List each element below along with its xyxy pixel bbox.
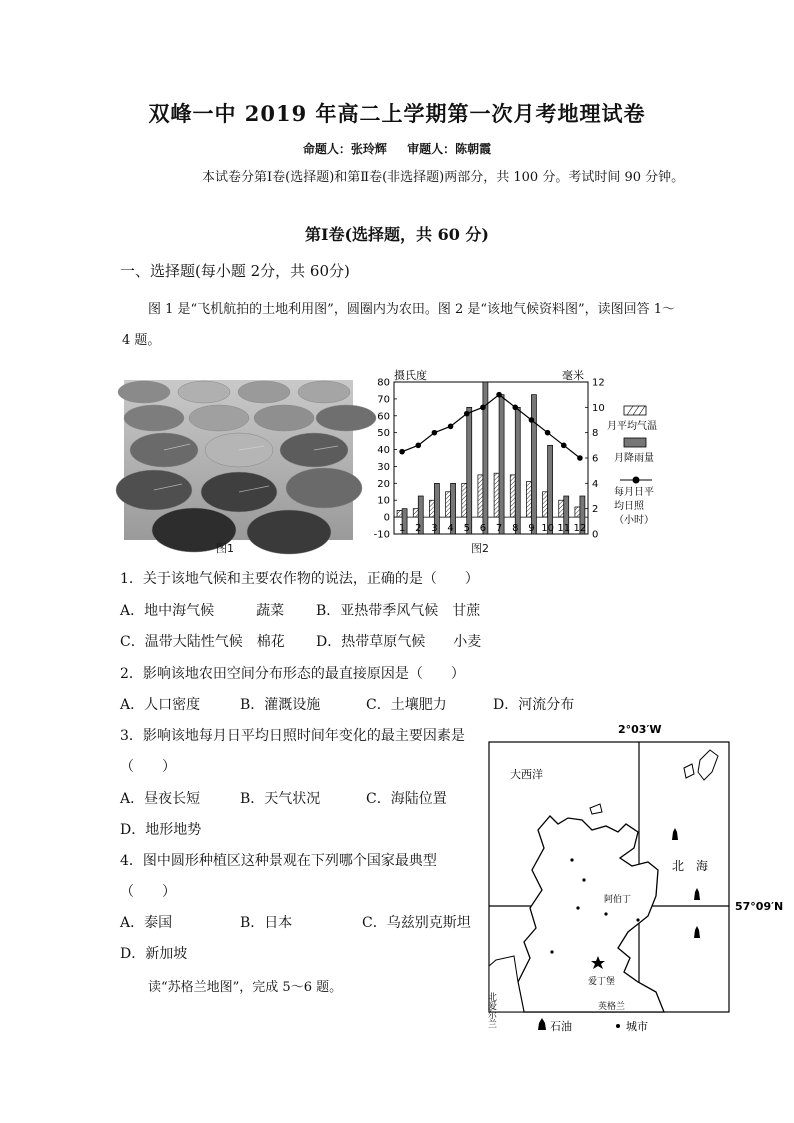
right-tick-label: 6 — [592, 453, 599, 465]
question-4-option-c: C．乌兹别克斯坦 — [362, 915, 471, 931]
legend-oil-label: 石油 — [550, 1020, 572, 1033]
sunshine-point — [399, 449, 405, 455]
author-reviewer: 审题人：陈朝霞 — [407, 142, 492, 156]
legend-sunshine-label-3: （小时） — [614, 515, 654, 526]
left-tick-label: -10 — [373, 529, 390, 541]
month-label: 1 — [398, 523, 406, 534]
left-tick-label: 40 — [377, 445, 390, 457]
legend-city-icon — [616, 1024, 620, 1028]
legend-sunshine-label-2: 均日照 — [614, 501, 644, 512]
sunshine-point — [545, 430, 551, 436]
temp-bar — [462, 483, 467, 517]
month-label: 9 — [528, 523, 535, 534]
author-setter: 命题人：张玲辉 — [302, 142, 387, 156]
part-title: 第Ⅰ卷(选择题，共 60 分) — [304, 225, 490, 244]
sunshine-point — [496, 392, 502, 398]
question-3-option-d: D．地形地势 — [120, 822, 202, 838]
month-label: 8 — [512, 523, 519, 534]
right-tick-label: 12 — [592, 377, 605, 389]
question-3-option-a: A．昼夜长短 — [120, 791, 201, 807]
sunshine-point — [512, 405, 518, 411]
month-label: 7 — [495, 523, 503, 534]
right-tick-label: 0 — [592, 529, 599, 541]
question-3-option-c: C．海陆位置 — [366, 791, 447, 807]
left-tick-label: 70 — [377, 394, 390, 406]
left-tick-label: 10 — [377, 495, 390, 507]
temp-bar — [559, 500, 564, 517]
question-4-option-d: D．新加坡 — [120, 946, 188, 962]
temp-bar — [429, 500, 434, 517]
left-tick-label: 20 — [377, 478, 390, 490]
temp-bar — [397, 510, 402, 517]
left-tick-label: 80 — [377, 377, 390, 389]
temp-bar — [575, 507, 580, 517]
temp-bar — [543, 492, 548, 517]
map-instructions: 读“苏格兰地图”，完成 5～6 题。 — [148, 980, 343, 995]
question-4-blank: （ ） — [120, 884, 176, 900]
legend-city-label: 城市 — [626, 1020, 648, 1033]
precip-bar — [499, 395, 504, 534]
legend-temp-label: 月平均气温 — [607, 421, 657, 432]
precip-bar — [515, 407, 520, 534]
month-label: 4 — [447, 523, 454, 534]
scotland-map — [488, 720, 788, 1040]
question-2-option-a: A．人口密度 — [120, 697, 201, 713]
right-tick-label: 2 — [592, 504, 599, 516]
climate-chart — [362, 362, 662, 557]
right-tick-label: 8 — [592, 428, 599, 440]
sunshine-point — [480, 405, 486, 411]
label-edinburgh: 爱丁堡 — [588, 977, 616, 987]
temp-bar — [526, 482, 531, 517]
question-3-blank: （ ） — [120, 759, 176, 775]
sunshine-point — [432, 430, 438, 436]
legend-sunshine-marker — [633, 477, 640, 484]
month-label: 3 — [431, 523, 438, 534]
sunshine-point — [464, 411, 470, 417]
label-aberdeen: 阿伯丁 — [604, 895, 632, 905]
temp-bar — [478, 475, 483, 517]
map-longitude-label: 2°03′W — [618, 723, 662, 736]
sunshine-point — [561, 443, 567, 449]
legend-precip-label: 月降雨量 — [614, 453, 654, 464]
month-label: 6 — [479, 523, 487, 534]
figure2-label: 图2 — [471, 542, 489, 555]
sunshine-point — [529, 417, 535, 423]
exam-intro: 本试卷分第Ⅰ卷(选择题)和第Ⅱ卷(非选择题)两部分，共 100 分。考试时间 90 分钟。 — [202, 170, 685, 185]
sunshine-point — [448, 424, 454, 430]
map-latitude-label: 57°09′N — [735, 900, 784, 913]
month-label: 10 — [541, 523, 554, 534]
question-4-stem: 4．图中圆形种植区这种景观在下列哪个国家最典型 — [120, 853, 437, 869]
label-atlantic: 大西洋 — [510, 768, 543, 781]
exam-authors — [0, 140, 794, 157]
section-heading: 一、选择题(每小题 2分，共 60分) — [120, 262, 350, 280]
sunshine-line — [402, 395, 580, 458]
label-northern-ireland: 北爱尔兰 — [486, 992, 496, 1028]
left-tick-label: 0 — [383, 512, 390, 524]
question-2-option-d: D．河流分布 — [493, 697, 575, 713]
question-1-stem: 1．关于该地气候和主要农作物的说法，正确的是（ ） — [120, 571, 479, 587]
left-tick-label: 30 — [377, 461, 390, 473]
month-label: 11 — [557, 523, 571, 534]
figure1-label: 图1 — [216, 542, 234, 555]
month-label: 12 — [573, 523, 587, 534]
precip-bar — [548, 445, 553, 534]
precip-bar — [467, 407, 472, 534]
question-1-option-d: D．热带草原气候 小麦 — [316, 634, 482, 650]
month-label: 5 — [463, 523, 470, 534]
question-2-stem: 2．影响该地农田空间分布形态的最直接原因是（ ） — [120, 666, 465, 682]
temp-bar — [446, 492, 451, 517]
left-tick-label: 50 — [377, 428, 390, 440]
question-1-option-b: B．亚热带季风气候 甘蔗 — [316, 603, 481, 619]
legend-sunshine-label-1: 每月日平 — [614, 487, 654, 498]
label-england: 英格兰 — [598, 1002, 626, 1012]
question-2-option-b: B．灌溉设施 — [240, 697, 321, 713]
label-north-sea: 北 海 — [672, 859, 709, 873]
legend-temp-swatch — [624, 406, 646, 415]
right-tick-label: 10 — [592, 402, 605, 414]
right-axis-label: 毫米 — [562, 369, 584, 382]
left-axis-label: 摄氏度 — [394, 369, 427, 382]
left-tick-label: 60 — [377, 411, 390, 423]
temp-bar — [510, 475, 515, 517]
right-tick-label: 4 — [592, 478, 599, 490]
question-1-option-c: C．温带大陆性气候 棉花 — [120, 634, 285, 650]
scotland-map-svg — [488, 720, 788, 1040]
figure-instructions: 图 1 是“飞机航拍的土地利用图”，圆圈内为农田。图 2 是“该地气候资料图”，读图回答 1～4 题。 — [122, 302, 676, 348]
question-4-option-b: B．日本 — [240, 915, 293, 931]
sunshine-point — [577, 455, 583, 461]
aerial-photo-figure — [124, 380, 353, 540]
question-4-option-a: A．泰国 — [120, 915, 173, 931]
temp-bar — [413, 509, 418, 517]
sunshine-point — [415, 443, 421, 449]
question-3-stem: 3．影响该地每月日平均日照时间年变化的最主要因素是 — [120, 728, 465, 744]
question-1-option-a: A．地中海气候 蔬菜 — [120, 603, 285, 619]
question-3-option-b: B．天气状况 — [240, 791, 321, 807]
exam-title: 双峰一中 2019 年高二上学期第一次月考地理试卷 — [148, 101, 646, 126]
legend-oil-icon — [538, 1018, 546, 1030]
month-label: 2 — [415, 523, 422, 534]
precip-bar — [531, 395, 536, 534]
question-2-option-c: C．土壤肥力 — [366, 697, 447, 713]
temp-bar — [494, 473, 499, 517]
legend-precip-swatch — [624, 438, 646, 447]
climate-chart-figure — [362, 362, 662, 557]
crop-circles-image — [124, 380, 353, 540]
